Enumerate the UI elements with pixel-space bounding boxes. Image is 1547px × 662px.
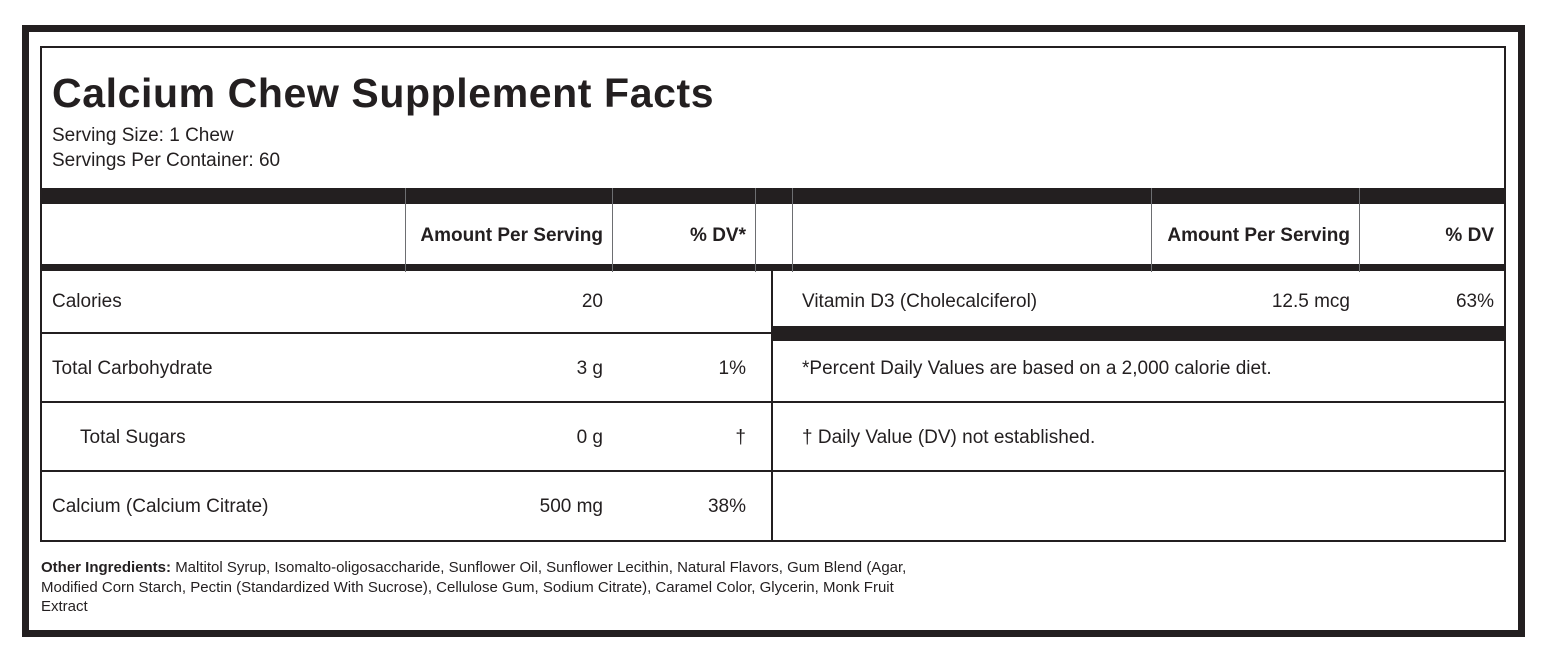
nutrient-name: Total Sugars <box>80 427 186 448</box>
column-tick <box>612 188 613 272</box>
other-ingredients-text: Maltitol Syrup, Isomalto-oligosaccharide, Sunflower Oil, Sunflower Lecithin, Natural Flavors, Gum Blend (Agar, Modified Corn Starch, Pectin (Standardized With Sucrose), Cellulose Gum, Sodium Citrate), Caramel Color, Glycerin, Monk Fruit Extract <box>41 559 907 615</box>
servings-per-container: Servings Per Container: 60 <box>52 150 281 171</box>
nutrient-dv: † <box>735 427 746 448</box>
header-divider-bar <box>42 264 1504 271</box>
right-thick-divider <box>773 326 1504 341</box>
left-header-dv: % DV* <box>690 225 746 246</box>
top-divider-bar <box>42 188 1504 204</box>
nutrient-name: Vitamin D3 (Cholecalciferol) <box>802 291 1038 312</box>
right-header-dv: % DV <box>1445 225 1494 246</box>
dv-footnote: *Percent Daily Values are based on a 2,000 calorie diet. <box>802 358 1272 379</box>
page-title: Calcium Chew Supplement Facts <box>52 70 715 116</box>
right-header-amount: Amount Per Serving <box>1167 225 1350 246</box>
dagger-footnote: † Daily Value (DV) not established. <box>802 427 1096 448</box>
nutrient-amount: 3 g <box>576 358 603 379</box>
center-divider <box>771 271 773 541</box>
nutrient-amount: 0 g <box>576 427 603 448</box>
nutrient-amount: 12.5 mcg <box>1271 291 1350 312</box>
nutrient-name: Calories <box>52 291 122 312</box>
nutrient-dv: 38% <box>707 496 746 517</box>
row-divider <box>773 401 1504 403</box>
column-tick <box>792 188 793 272</box>
other-ingredients <box>41 558 941 617</box>
nutrient-amount: 20 <box>581 291 603 312</box>
column-tick <box>1359 188 1360 272</box>
nutrient-amount: 500 mg <box>539 496 603 517</box>
column-tick <box>755 188 756 272</box>
nutrient-name: Total Carbohydrate <box>52 358 213 379</box>
other-ingredients-label: Other Ingredients: <box>41 559 172 576</box>
row-divider <box>42 401 771 403</box>
row-divider <box>773 470 1504 472</box>
nutrient-dv: 63% <box>1455 291 1494 312</box>
nutrient-dv: 1% <box>718 358 746 379</box>
row-divider <box>42 470 771 472</box>
nutrient-name: Calcium (Calcium Citrate) <box>52 496 269 517</box>
serving-size: Serving Size: 1 Chew <box>52 125 234 146</box>
left-header-amount: Amount Per Serving <box>420 225 603 246</box>
row-divider <box>42 332 771 334</box>
